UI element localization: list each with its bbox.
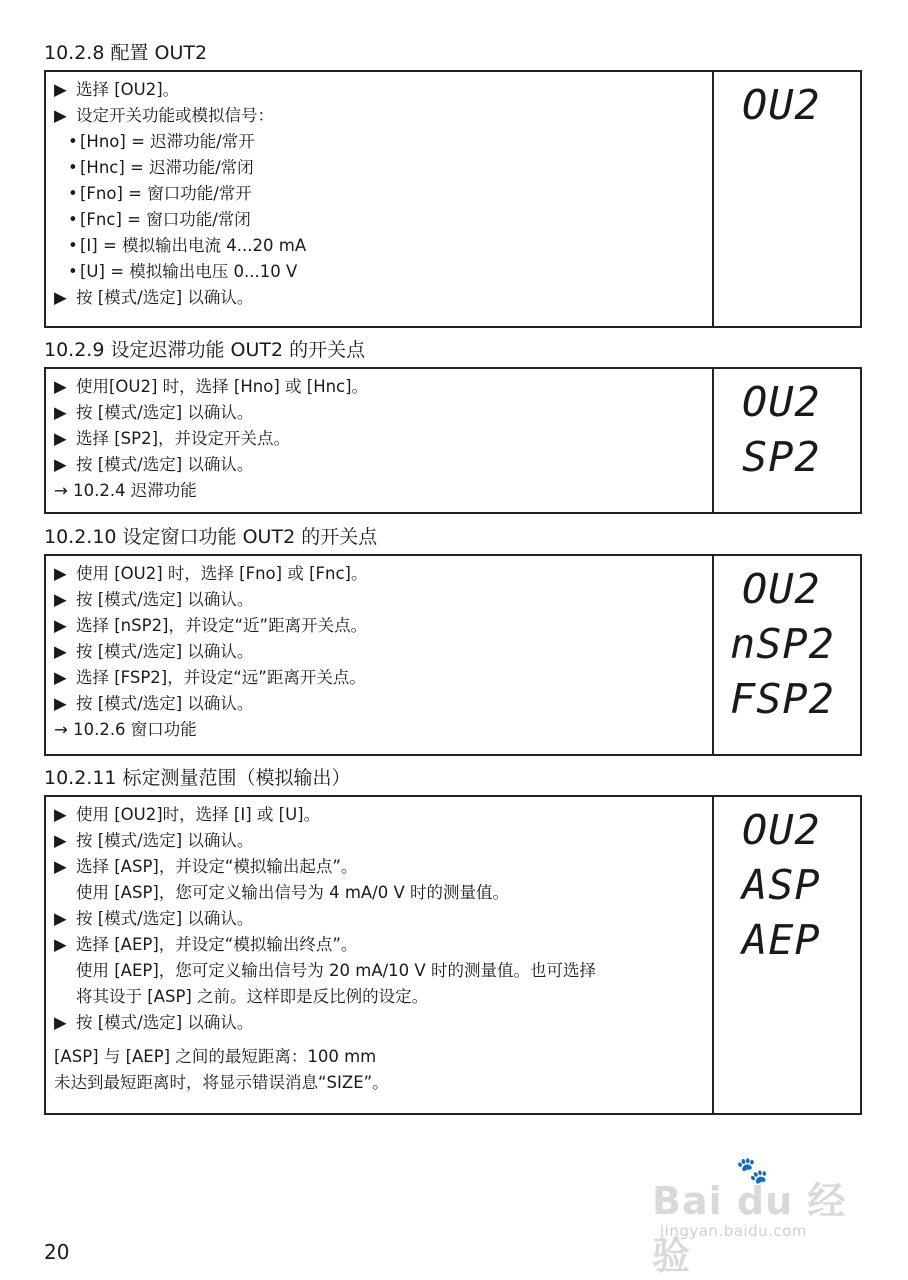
instruction-detail — [54, 880, 712, 906]
section-box-hysteresis — [44, 367, 862, 514]
instruction-text: 按 [模式/选定] 以确认。 — [76, 455, 254, 474]
option-item — [54, 181, 712, 207]
segment-display-asp: ASP — [742, 861, 821, 909]
option-text: [I] = 模拟输出电流 4...20 mA — [80, 236, 307, 255]
reference-text: 10.2.4 迟滞功能 — [73, 481, 197, 500]
option-text: [U] = 模拟输出电压 0...10 V — [80, 262, 298, 281]
instruction-step — [54, 1010, 712, 1036]
instruction-text: 按 [模式/选定] 以确认。 — [76, 909, 254, 928]
instruction-text: 选择 [SP2]，并设定开关点。 — [76, 429, 291, 448]
segment-display-fsp2: FSP2 — [730, 675, 835, 723]
instruction-step — [54, 285, 712, 311]
segment-display-ou2: OU2 — [742, 806, 821, 854]
reference-text: 10.2.6 窗口功能 — [73, 720, 197, 739]
arrow-bullet-icon: ▶ — [54, 857, 67, 876]
option-text: [Hnc] = 迟滞功能/常闭 — [80, 158, 254, 177]
option-item — [54, 155, 712, 181]
instruction-text: 设定开关功能或模拟信号： — [76, 106, 274, 125]
segment-display-nsp2: nSP2 — [730, 620, 835, 668]
arrow-bullet-icon: ▶ — [54, 694, 67, 713]
instruction-list — [46, 72, 714, 326]
instruction-step — [54, 639, 712, 665]
instruction-step — [54, 426, 712, 452]
arrow-bullet-icon: ▶ — [54, 288, 67, 307]
arrow-bullet-icon: ▶ — [54, 935, 67, 954]
option-text: [Hno] = 迟滞功能/常开 — [80, 132, 255, 151]
segment-display-sp2: SP2 — [742, 433, 821, 481]
instruction-list — [46, 797, 714, 1113]
arrow-bullet-icon: ▶ — [54, 429, 67, 448]
instruction-text: 使用[OU2] 时，选择 [Hno] 或 [Hnc]。 — [76, 377, 369, 396]
detail-text: 使用 [AEP]，您可定义输出信号为 20 mA/10 V 时的测量值。也可选择 — [76, 961, 596, 980]
instruction-step — [54, 665, 712, 691]
instruction-text: 选择 [OU2]。 — [76, 80, 180, 99]
instruction-step — [54, 906, 712, 932]
instruction-text: 按 [模式/选定] 以确认。 — [76, 642, 254, 661]
instruction-step — [54, 932, 712, 958]
option-text: [Fno] = 窗口功能/常开 — [80, 184, 252, 203]
section-box-config-out2 — [44, 70, 862, 328]
note-text: 未达到最短距离时，将显示错误消息“SIZE”。 — [54, 1073, 389, 1092]
dot-bullet-icon: • — [68, 158, 78, 177]
arrow-bullet-icon: ▶ — [54, 403, 67, 422]
option-item — [54, 129, 712, 155]
detail-text: 将其设于 [ASP] 之前。这样即是反比例的设定。 — [76, 987, 429, 1006]
instruction-text: 选择 [AEP]，并设定“模拟输出终点”。 — [76, 935, 358, 954]
cross-reference[interactable] — [54, 478, 712, 504]
arrow-bullet-icon: ▶ — [54, 642, 67, 661]
baidu-jingyan-watermark — [652, 1156, 862, 1278]
instruction-text: 按 [模式/选定] 以确认。 — [76, 403, 254, 422]
instruction-text: 使用 [OU2] 时，选择 [Fno] 或 [Fnc]。 — [76, 564, 368, 583]
segment-display-ou2: OU2 — [742, 378, 821, 426]
instruction-list — [46, 556, 714, 754]
instruction-text: 按 [模式/选定] 以确认。 — [76, 590, 254, 609]
display-panel — [714, 797, 860, 1113]
section-heading-scaling: 10.2.11 标定测量范围（模拟输出） — [44, 767, 351, 789]
watermark-url: jingyan.baidu.com — [660, 1222, 807, 1240]
instruction-text: 按 [模式/选定] 以确认。 — [76, 1013, 254, 1032]
dot-bullet-icon: • — [68, 184, 78, 203]
instruction-step — [54, 452, 712, 478]
instruction-step — [54, 587, 712, 613]
detail-text: 使用 [ASP]，您可定义输出信号为 4 mA/0 V 时的测量值。 — [76, 883, 510, 902]
instruction-text: 选择 [nSP2]，并设定“近”距离开关点。 — [76, 616, 368, 635]
paw-icon: 🐾 — [736, 1156, 769, 1186]
dot-bullet-icon: • — [68, 262, 78, 281]
display-panel — [714, 556, 860, 754]
right-arrow-icon: → — [54, 720, 68, 739]
instruction-step — [54, 854, 712, 880]
instruction-text: 选择 [ASP]，并设定“模拟输出起点”。 — [76, 857, 358, 876]
section-heading-window: 10.2.10 设定窗口功能 OUT2 的开关点 — [44, 526, 378, 548]
display-panel — [714, 72, 860, 326]
arrow-bullet-icon: ▶ — [54, 831, 67, 850]
instruction-step — [54, 613, 712, 639]
instruction-detail — [54, 984, 712, 1010]
dot-bullet-icon: • — [68, 210, 78, 229]
instruction-text: 按 [模式/选定] 以确认。 — [76, 694, 254, 713]
section-heading-hysteresis: 10.2.9 设定迟滞功能 OUT2 的开关点 — [44, 339, 366, 361]
instruction-step — [54, 802, 712, 828]
section-heading-config-out2: 10.2.8 配置 OUT2 — [44, 42, 208, 64]
option-item — [54, 233, 712, 259]
note-line — [54, 1070, 712, 1096]
option-text: [Fnc] = 窗口功能/常闭 — [80, 210, 251, 229]
instruction-text: 按 [模式/选定] 以确认。 — [76, 831, 254, 850]
dot-bullet-icon: • — [68, 236, 78, 255]
section-box-scaling — [44, 795, 862, 1115]
instruction-step — [54, 561, 712, 587]
instruction-step — [54, 103, 712, 129]
instruction-detail — [54, 958, 712, 984]
display-panel — [714, 369, 860, 512]
instruction-text: 使用 [OU2]时，选择 [I] 或 [U]。 — [76, 805, 321, 824]
instruction-list — [46, 369, 714, 512]
page-number: 20 — [44, 1240, 70, 1264]
arrow-bullet-icon: ▶ — [54, 80, 67, 99]
option-item — [54, 259, 712, 285]
arrow-bullet-icon: ▶ — [54, 106, 67, 125]
arrow-bullet-icon: ▶ — [54, 590, 67, 609]
segment-display-aep: AEP — [742, 916, 821, 964]
arrow-bullet-icon: ▶ — [54, 377, 67, 396]
instruction-text: 选择 [FSP2]，并设定“远”距离开关点。 — [76, 668, 366, 687]
right-arrow-icon: → — [54, 481, 68, 500]
instruction-step — [54, 400, 712, 426]
segment-display-ou2: OU2 — [742, 565, 821, 613]
instruction-step — [54, 374, 712, 400]
arrow-bullet-icon: ▶ — [54, 805, 67, 824]
segment-display-ou2: OU2 — [742, 81, 821, 129]
instruction-step — [54, 77, 712, 103]
instruction-step — [54, 691, 712, 717]
instruction-text: 按 [模式/选定] 以确认。 — [76, 288, 254, 307]
arrow-bullet-icon: ▶ — [54, 1013, 67, 1032]
arrow-bullet-icon: ▶ — [54, 616, 67, 635]
arrow-bullet-icon: ▶ — [54, 455, 67, 474]
arrow-bullet-icon: ▶ — [54, 909, 67, 928]
arrow-bullet-icon: ▶ — [54, 564, 67, 583]
watermark-logo: Bai du 经验 — [652, 1179, 847, 1278]
note-line — [54, 1044, 712, 1070]
section-box-window — [44, 554, 862, 756]
instruction-step — [54, 828, 712, 854]
option-item — [54, 207, 712, 233]
note-text: [ASP] 与 [AEP] 之间的最短距离：100 mm — [54, 1047, 377, 1066]
arrow-bullet-icon: ▶ — [54, 668, 67, 687]
dot-bullet-icon: • — [68, 132, 78, 151]
cross-reference[interactable] — [54, 717, 712, 743]
